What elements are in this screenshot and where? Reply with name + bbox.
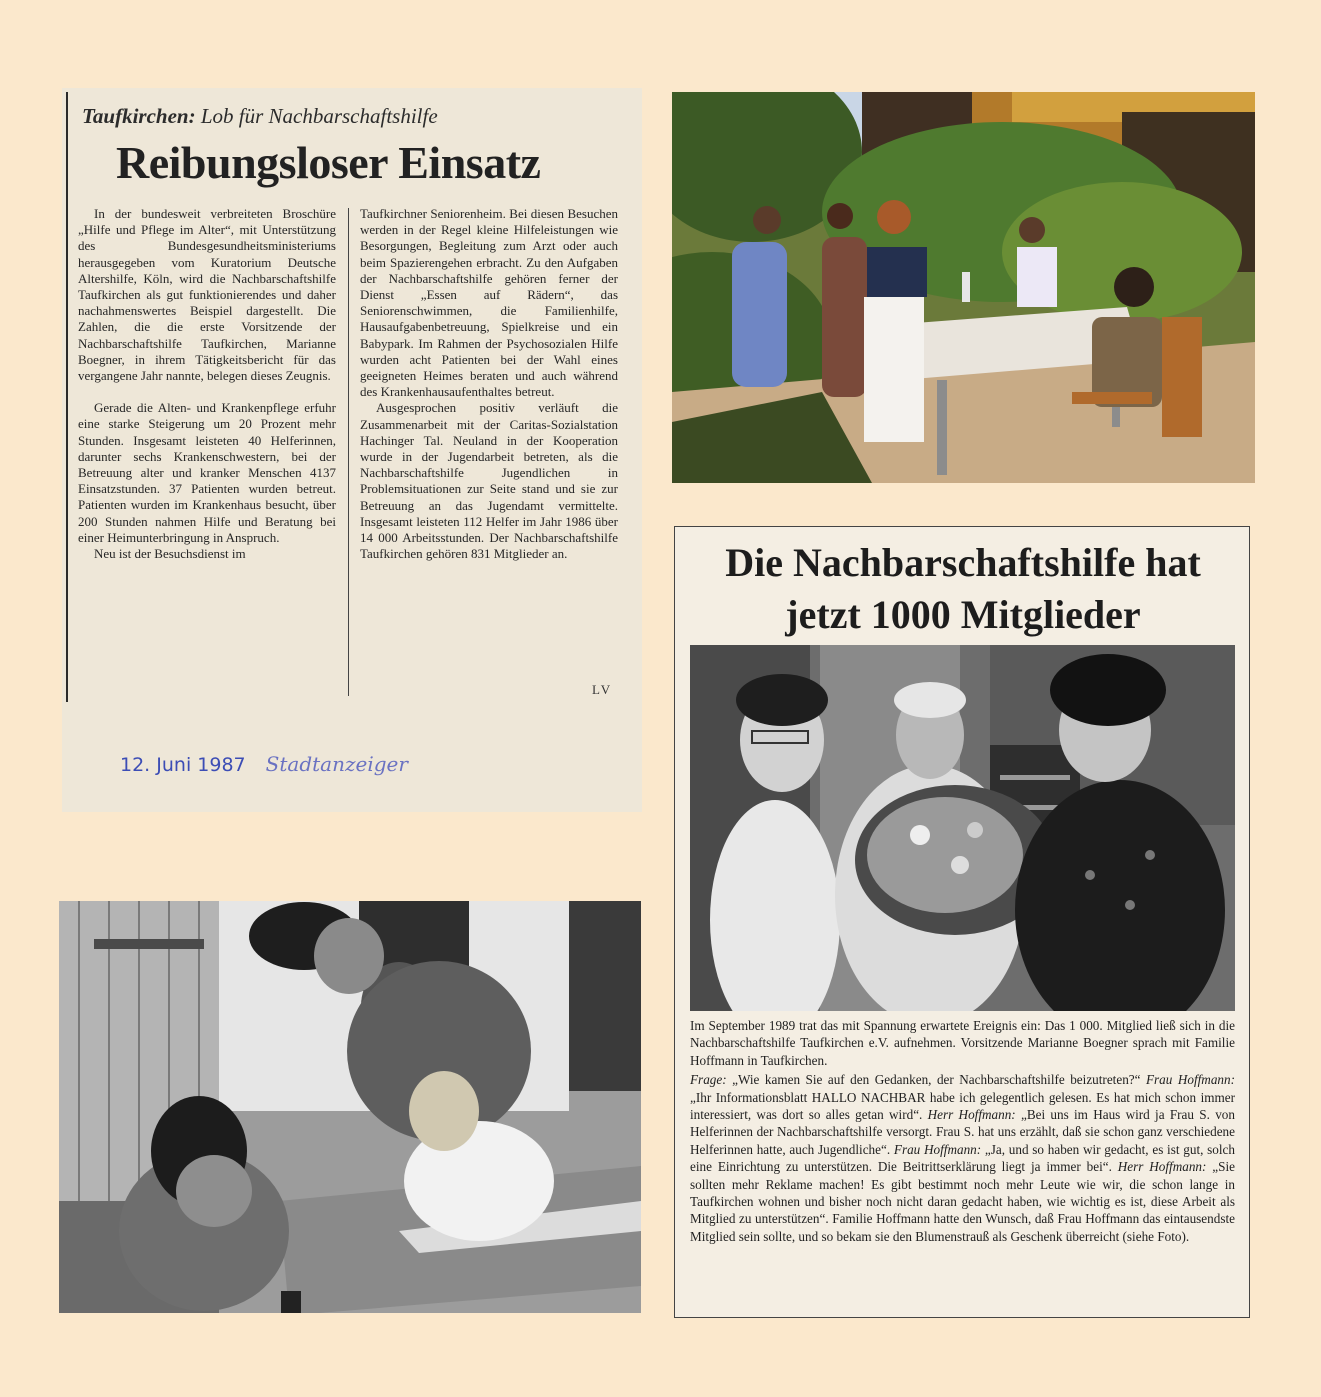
article-headline: Reibungsloser Einsatz bbox=[116, 137, 541, 188]
column-divider bbox=[348, 208, 349, 696]
photo-garden-gathering-image bbox=[672, 92, 1255, 483]
speaker-label: Frau Hoffmann: bbox=[893, 1141, 982, 1157]
kicker-place: Taufkirchen: bbox=[82, 104, 196, 128]
speaker-label: Herr Hoffmann: bbox=[927, 1107, 1016, 1123]
newspaper-clipping-stadtanzeiger bbox=[62, 88, 642, 812]
speaker-label: Frage: bbox=[690, 1072, 727, 1088]
stamp-date: 12. Juni 1987 bbox=[120, 754, 246, 776]
interview-text: „Sie sollten mehr Reklame machen! Es gibt bestimmt noch mehr Leute wie wir, die schon lange in Taufkirchen wohnen und bisher noch nicht daran gedacht haben, wie wichtig es ist, diese Arbeit als Mitglied zu unterstützen“. Familie Hoffmann hatte den Wunsch, daß Frau Hoffmann das eintausendste Mitglied sein sollte, und so bekam sie den Blumenstrauß als Geschenk überreicht (siehe Foto). bbox=[690, 1159, 1235, 1244]
paragraph: Taufkirchner Seniorenheim. Bei diesen Besuchen werden in der Regel kleine Hilfeleistungen wie Besorgungen, Begleitung zum Arzt oder auch beim Spazierengehen erbracht. Zu den Aufgaben der Nachbarschaftshilfe gehören ferner der Dienst „Essen auf Rädern“, das Seniorenschwimmen, die Familienhilfe, Hausaufgabenbetreuung, Spielkreise und ein Babypark. Im Rahmen der Psychosozialen Hilfe wurden acht Patienten bei der Wahl eines geeigneten Heimes beraten und auch während des Krankenhausaufenthaltes betreut. bbox=[360, 206, 618, 400]
paragraph: Neu ist der Besuchsdienst im bbox=[94, 546, 246, 562]
article-author: LV bbox=[592, 682, 613, 697]
photo-garden-gathering bbox=[672, 92, 1255, 483]
speaker-label: Herr Hoffmann: bbox=[1117, 1159, 1207, 1175]
clipping-edge-rule bbox=[66, 92, 68, 702]
interview-text: „Ihr Informationsblatt HALLO NACHBAR habe ich gelegentlich gelesen. Es hat mich schon immer interessiert, was dort so alles getan wird“. bbox=[690, 1089, 1235, 1123]
headline-line-1: Die Nachbarschaftshilfe hat bbox=[725, 540, 1201, 585]
photo-flower-presentation bbox=[690, 645, 1235, 1011]
photo-flower-presentation-image bbox=[690, 645, 1235, 1011]
interview-paragraph bbox=[690, 1071, 1235, 1245]
photo-children-crafting-image bbox=[59, 901, 641, 1313]
kicker-text: Lob für Nachbarschaftshilfe bbox=[200, 104, 438, 128]
newsletter-clipping-hallo-nachbar bbox=[674, 526, 1250, 1318]
newsletter-headline bbox=[675, 537, 1251, 641]
interview-text: „Bei uns im Haus wird ja Frau S. von Helferinnen der Nachbarschaftshilfe versorgt. Frau S. hat uns erzählt, daß sie schon ganz verschiedene Helferinnen hatte, auch Jugendliche“. bbox=[690, 1107, 1235, 1157]
interview-text: „Wie kamen Sie auf den Gedanken, der Nachbarschaftshilfe beizutreten?“ bbox=[726, 1072, 1146, 1088]
speaker-label: Frau Hoffmann: bbox=[1145, 1072, 1235, 1088]
paragraph: Gerade die Alten- und Krankenpflege erfuhr eine starke Steigerung um 20 Prozent mehr Stunden. Insgesamt leisteten 40 Helferinnen, darunter sechs Krankenschwestern, bei der Betreuung alter und kranker Menschen 4137 Einsatzstunden. 37 Patienten wurden betreut. Patienten wurden im Krankenhaus besucht, über 200 Stunden nahmen Hilfe und Beratung bei einer Heimunterbringung in Anspruch. bbox=[78, 400, 336, 545]
newsletter-body bbox=[690, 1017, 1235, 1245]
interview-text: „Ja, und so haben wir gedacht, es ist gut, solch eine Einrichtung zu unterstützen. Die Beitrittserklärung liegt ja immer bei“. bbox=[690, 1141, 1235, 1175]
paragraph: In der bundesweit verbreiteten Broschüre „Hilfe und Pflege im Alter“, mit Unterstützung des Bundesgesundheitsministeriums herausgegeben vom Kuratorium Deutsche Altershilfe, Köln, wird die Nachbarschaftshilfe Taufkirchen als gut funktionierendes und daher nachahmenswertes Beispiel dargestellt. Die Zahlen, die die erste Vorsitzende der Nachbarschaftshilfe Taufkirchen, Marianne Boegner, in ihrem Tätigkeitsbericht für das vergangene Jahr nannte, belegen dieses Zeugnis. bbox=[78, 206, 336, 384]
handwritten-source: Stadtanzeiger bbox=[265, 752, 408, 776]
date-stamp bbox=[120, 752, 408, 776]
article-column-left bbox=[78, 206, 336, 562]
paragraph: Ausgesprochen positiv verläuft die Zusammenarbeit mit der Caritas-Sozialstation Hachinger Tal. Neuland in der Kooperation wurde in der Jugendarbeit betreten, als die Nachbarschaftshilfe Jugendlichen in Problemsituationen zur Seite stand und sie zur Betreuung an das Jugendamt vermittelte. Insgesamt leisteten 112 Helfer im Jahr 1986 über 14 000 Arbeitsstunden. Der Nachbarschaftshilfe Taufkirchen gehören 831 Mitglieder an. bbox=[360, 400, 618, 562]
headline-line-2: jetzt 1000 Mitglieder bbox=[785, 592, 1141, 637]
photo-children-crafting bbox=[59, 901, 641, 1313]
intro-paragraph: Im September 1989 trat das mit Spannung erwartete Ereignis ein: Das 1 000. Mitglied ließ sich in die Nachbarschaftshilfe Taufkirchen e.V. aufnehmen. Vorsitzende Marianne Boegner sprach mit Familie Hoffmann in Taufkirchen. bbox=[690, 1018, 1235, 1068]
article-column-right bbox=[360, 206, 618, 562]
article-kicker bbox=[82, 104, 438, 129]
